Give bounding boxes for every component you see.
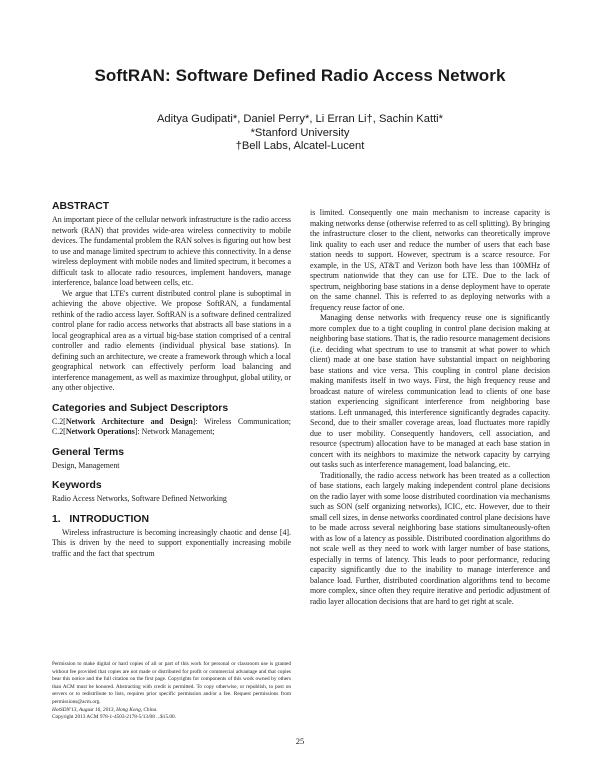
author-block xyxy=(0,113,600,154)
right-paragraph-2: Managing dense networks with frequency reuse one is significantly more complex due to a tight coupling in control plane decision making at neighboring base stations. That is, the radio resource management decisions (i.e. deciding what spectrum to use to transmit at what power to which client) made at one base station have substantial impact on neighboring base stations and vice versa. This coupling in control plane decision making manifests itself in two ways. First, the high frequency reuse and broadcast nature of wireless communication lead to clients of one base station experiencing significant interference from neighboring base stations. Left unmanaged, this interference significantly degrades capacity. Second, due to their smaller coverage areas, load fluctuates more rapidly due to user mobility. Consequently handovers, cell association, and resource (spectrum) allocation have to be managed at each base station in concert with its neighbors to maximize the network capacity by carrying out tasks such as interference management, load balancing, etc. xyxy=(310,313,550,469)
general-terms-text: Design, Management xyxy=(52,460,120,470)
right-paragraph-3: Traditionally, the radio access network has been treated as a collection of base stations, each largely making independent control plane decisions on the radio layer with some loose distributed coordination via mechanisms such as SON (self organizing networks), ICIC, etc. However, due to their small cell sizes, in dense networks coordinated control plane decisions have to be made across several neighboring base stations simultaneously-often with as low of a latency as possible. Distributed coordination algorithms do not scale well as they need to work with larger number of base stations, especially in terms of latency. This leads to poor performance, reducing capacity significantly due to the inability to manage interference and balance load. Further, distributed coordination algorithms tend to become more complex, since often they require iterative and periodic adjustment of radio layer allocation decisions that are hard to get right at scale. xyxy=(310,470,550,606)
page-number: 25 xyxy=(295,736,305,746)
affiliation-stanford: *Stanford University xyxy=(250,126,350,139)
categories-text xyxy=(52,417,291,438)
permission-text: Permission to make digital or hard copies of all or part of this work for personal or classroom use is granted without fee provided that copies are not made or distributed for profit or commercial advantage and that copies bear this notice and the full citation on the first page. Copyrights for components of this work owned by others than ACM must be honored. Abstracting with credit is permitted. To copy otherwise, or republish, to post on servers or to redistribute to lists, requires prior specific permission and/or a fee. Request permissions from permissions@acm.org. xyxy=(52,661,291,705)
abstract-paragraph-1: An important piece of the cellular network infrastructure is the radio access network (RAN) that provides wide-area wireless connectivity to mobile devices. The fundamental problem the RAN solves is figuring out how best to use and manage limited spectrum to achieve this connectivity. In a dense wireless deployment with mobile nodes and limited spectrum, it becomes a difficult task to allocate radio resources, implement handovers, manage interference, balance load between cells, etc. xyxy=(52,215,291,287)
paper-title: SoftRAN: Software Defined Radio Access Network xyxy=(94,66,506,85)
general-terms-heading: General Terms xyxy=(52,446,124,458)
copyright-footnote xyxy=(52,661,291,722)
affiliation-bell-labs: †Bell Labs, Alcatel-Lucent xyxy=(235,140,365,152)
categories-heading: Categories and Subject Descriptors xyxy=(52,402,229,414)
author-names: Aditya Gudipati*, Daniel Perry*, Li Erran Li†, Sachin Katti* xyxy=(156,113,444,125)
venue-text: HotSDN'13, August 16, 2013, Hong Kong, China. xyxy=(52,706,158,713)
categories-prefix: C.2[ xyxy=(52,416,66,426)
categories-bold-1: Network Architecture and Design xyxy=(65,416,193,426)
keywords-heading: Keywords xyxy=(52,480,102,491)
categories-mid: ]: Wireless Communication; C.2[ xyxy=(52,416,292,436)
right-paragraph-1: is limited. Consequently one main mechanism to increase capacity is making networks dense (otherwise referred to as cell splitting). By bringing the infrastructure closer to the client, networks can theoretically improve link quality to each user and reduce the number of users that each base station needs to support. However, spectrum is a scarce resource. For example, in the US, AT&T and Verizon both have less than 100MHz of spectrum nationwide that they can use for LTE. Due to the lack of spectrum, neighboring base stations in a dense deployment have to operate on the same channel. This is referred to as deploying networks with a frequency reuse factor of one. xyxy=(310,208,550,312)
abstract-heading: ABSTRACT xyxy=(52,201,110,212)
categories-suffix: ]: Network Management; xyxy=(134,427,215,436)
introduction-heading: 1. INTRODUCTION xyxy=(52,513,149,525)
copyright-text: Copyright 2013 ACM 978-1-4503-2178-5/13/08 ...$15.00. xyxy=(52,714,177,721)
right-column xyxy=(310,208,550,607)
keywords-text: Radio Access Networks, Software Defined Networking xyxy=(52,494,227,503)
introduction-paragraph-1: Wireless infrastructure is becoming increasingly chaotic and dense [4]. This is driven by the need to support exponentially increasing mobile traffic and the fact that spectrum xyxy=(52,527,291,558)
left-column xyxy=(52,200,291,559)
abstract-paragraph-2: We argue that LTE's current distributed control plane is suboptimal in achieving the above objective. We propose SoftRAN, a fundamental rethink of the radio access layer. SoftRAN is a software defined centralized control plane for radio access networks that abstracts all base stations in a local geographical area as a virtual big-base station comprised of a central controller and radio elements (individual physical base stations). In defining such an architecture, we create a framework through which a local geographical network can effectively perform load balancing and interference management, as well as maximize throughput, global utility, or any other objective. xyxy=(52,288,291,392)
categories-bold-2: Network Operations xyxy=(65,427,135,436)
